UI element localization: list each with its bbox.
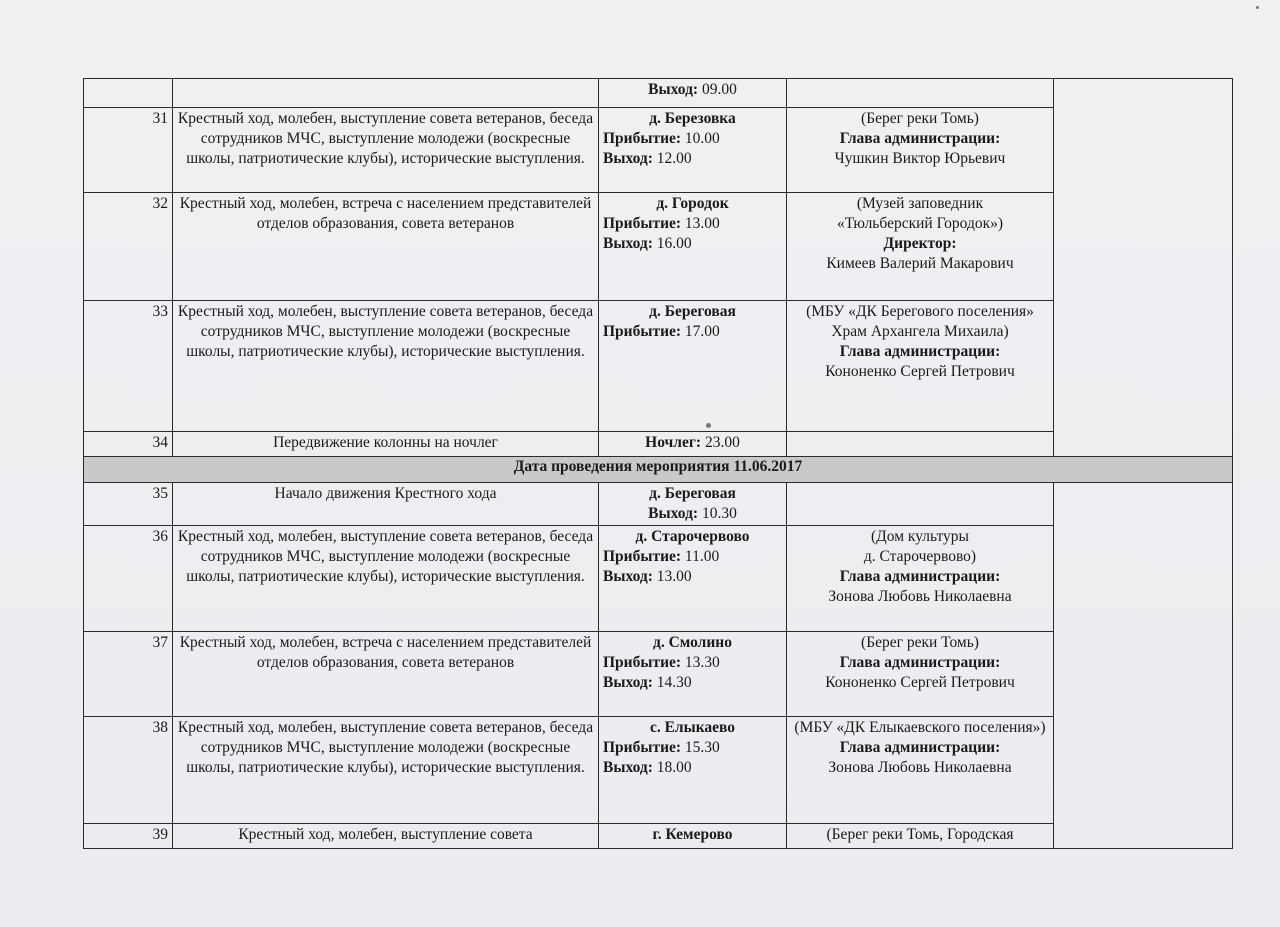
exit-label: Выход: <box>603 759 653 776</box>
arrival-label: Прибытие: <box>603 739 682 756</box>
location-cell <box>599 717 787 824</box>
row-number: 31 <box>84 108 173 193</box>
arrival-label: Прибытие: <box>603 215 682 232</box>
organizer-place: (МБУ «ДК Берегового поселения» <box>806 303 1034 320</box>
arrival-time: 10.00 <box>684 130 720 147</box>
exit-label: Выход: <box>603 235 653 252</box>
organizer-title: Глава администрации: <box>839 654 1001 671</box>
organizer-title: Глава администрации: <box>839 343 1001 360</box>
row-number: 35 <box>84 483 173 526</box>
location-cell <box>599 193 787 301</box>
exit-time: 09.00 <box>701 81 737 98</box>
organizer-place: д. Старочервово) <box>863 548 977 565</box>
exit-time: 18.00 <box>656 759 692 776</box>
scan-speck <box>1256 6 1259 9</box>
location-cell <box>599 301 787 432</box>
organizer-place: Храм Архангела Михаила) <box>831 323 1009 340</box>
row-number: 32 <box>84 193 173 301</box>
arrival-label: Прибытие: <box>603 654 682 671</box>
city-name: д. Старочервово <box>635 528 750 545</box>
activity-cell: Крестный ход, молебен, выступление совета <box>173 824 599 849</box>
activity-cell: Крестный ход, молебен, выступление совета ветеранов, беседа сотрудников МЧС, выступление молодежи (воскресные школы, патриотические клубы), исторические выступления. <box>173 301 599 432</box>
overnight-label: Ночлег: <box>645 434 702 451</box>
city-name: д. Смолино <box>653 634 732 651</box>
organizer-title: Глава администрации: <box>839 130 1001 147</box>
exit-label: Выход: <box>648 505 699 522</box>
city-name: д. Городок <box>656 195 729 212</box>
organizer-place: (Берег реки Томь, Городская <box>826 826 1014 843</box>
organizer-place: (Музей заповедник <box>856 195 984 212</box>
activity-cell: Крестный ход, молебен, выступление совета ветеранов, беседа сотрудников МЧС, выступление молодежи (воскресные школы, патриотические клубы), исторические выступления. <box>173 108 599 193</box>
arrival-label: Прибытие: <box>603 548 682 565</box>
organizer-cell <box>787 632 1054 717</box>
organizer-cell <box>787 79 1054 108</box>
location-cell <box>599 432 787 457</box>
activity-cell: Крестный ход, молебен, встреча с населением представителей отделов образования, совета ветеранов <box>173 193 599 301</box>
arrival-time: 11.00 <box>684 548 720 565</box>
table-row <box>84 483 1233 526</box>
activity-cell: Крестный ход, молебен, встреча с населением представителей отделов образования, совета ветеранов <box>173 632 599 717</box>
exit-time: 13.00 <box>656 568 692 585</box>
row-number: 36 <box>84 526 173 632</box>
exit-label: Выход: <box>603 674 653 691</box>
organizer-person: Зонова Любовь Николаевна <box>828 588 1012 605</box>
organizer-title: Глава администрации: <box>839 568 1001 585</box>
organizer-cell <box>787 824 1054 849</box>
schedule-table <box>83 78 1233 849</box>
organizer-cell <box>787 193 1054 301</box>
organizer-person: Зонова Любовь Николаевна <box>828 759 1012 776</box>
activity-cell: Крестный ход, молебен, выступление совета ветеранов, беседа сотрудников МЧС, выступление молодежи (воскресные школы, патриотические клубы), исторические выступления. <box>173 717 599 824</box>
row-number: 39 <box>84 824 173 849</box>
city-name: д. Березовка <box>649 110 736 127</box>
organizer-cell <box>787 483 1054 526</box>
row-number: 34 <box>84 432 173 457</box>
organizer-place: «Тюльберский Городок») <box>836 215 1004 232</box>
exit-time: 14.30 <box>656 674 692 691</box>
row-number: 38 <box>84 717 173 824</box>
date-banner-row <box>84 457 1233 483</box>
exit-label: Выход: <box>603 568 653 585</box>
organizer-title: Директор: <box>883 235 957 252</box>
notes-cell <box>1054 79 1233 457</box>
location-cell <box>599 108 787 193</box>
notes-cell <box>1054 483 1233 849</box>
organizer-place: (Берег реки Томь) <box>861 110 979 127</box>
arrival-time: 13.00 <box>684 215 720 232</box>
exit-time: 10.30 <box>701 505 737 522</box>
organizer-cell <box>787 108 1054 193</box>
location-cell <box>599 824 787 849</box>
city-name: с. Елыкаево <box>649 719 736 736</box>
organizer-cell <box>787 432 1054 457</box>
organizer-person: Чушкин Виктор Юрьевич <box>834 150 1006 167</box>
exit-time: 12.00 <box>656 150 692 167</box>
arrival-label: Прибытие: <box>603 323 682 340</box>
arrival-time: 17.00 <box>684 323 720 340</box>
organizer-place: (Берег реки Томь) <box>861 634 979 651</box>
row-number <box>84 79 173 108</box>
location-cell <box>599 526 787 632</box>
exit-label: Выход: <box>603 150 653 167</box>
location-cell <box>599 483 787 526</box>
organizer-cell <box>787 717 1054 824</box>
exit-time: 16.00 <box>656 235 692 252</box>
organizer-title: Глава администрации: <box>839 739 1001 756</box>
overnight-time: 23.00 <box>704 434 740 451</box>
city-name: д. Береговая <box>649 303 736 320</box>
organizer-person: Кононенко Сергей Петрович <box>825 363 1015 380</box>
organizer-person: Кононенко Сергей Петрович <box>825 674 1015 691</box>
scan-speck <box>706 423 711 428</box>
row-number: 37 <box>84 632 173 717</box>
organizer-cell <box>787 526 1054 632</box>
city-name: д. Береговая <box>649 485 736 502</box>
arrival-time: 15.30 <box>684 739 720 756</box>
exit-label: Выход: <box>648 81 699 98</box>
city-name: г. Кемерово <box>652 826 733 843</box>
organizer-place: (МБУ «ДК Елыкаевского поселения») <box>794 719 1046 736</box>
activity-cell: Начало движения Крестного хода <box>173 483 599 526</box>
organizer-place: (Дом культуры <box>871 528 969 545</box>
arrival-time: 13.30 <box>684 654 720 671</box>
organizer-cell <box>787 301 1054 432</box>
row-number: 33 <box>84 301 173 432</box>
location-cell <box>599 79 787 108</box>
table-row <box>84 79 1233 108</box>
activity-cell: Крестный ход, молебен, выступление совета ветеранов, беседа сотрудников МЧС, выступление молодежи (воскресные школы, патриотические клубы), исторические выступления. <box>173 526 599 632</box>
activity-cell: Передвижение колонны на ночлег <box>173 432 599 457</box>
date-banner: Дата проведения мероприятия 11.06.2017 <box>84 457 1233 483</box>
activity-cell <box>173 79 599 108</box>
organizer-person: Кимеев Валерий Макарович <box>826 255 1014 272</box>
location-cell <box>599 632 787 717</box>
arrival-label: Прибытие: <box>603 130 682 147</box>
